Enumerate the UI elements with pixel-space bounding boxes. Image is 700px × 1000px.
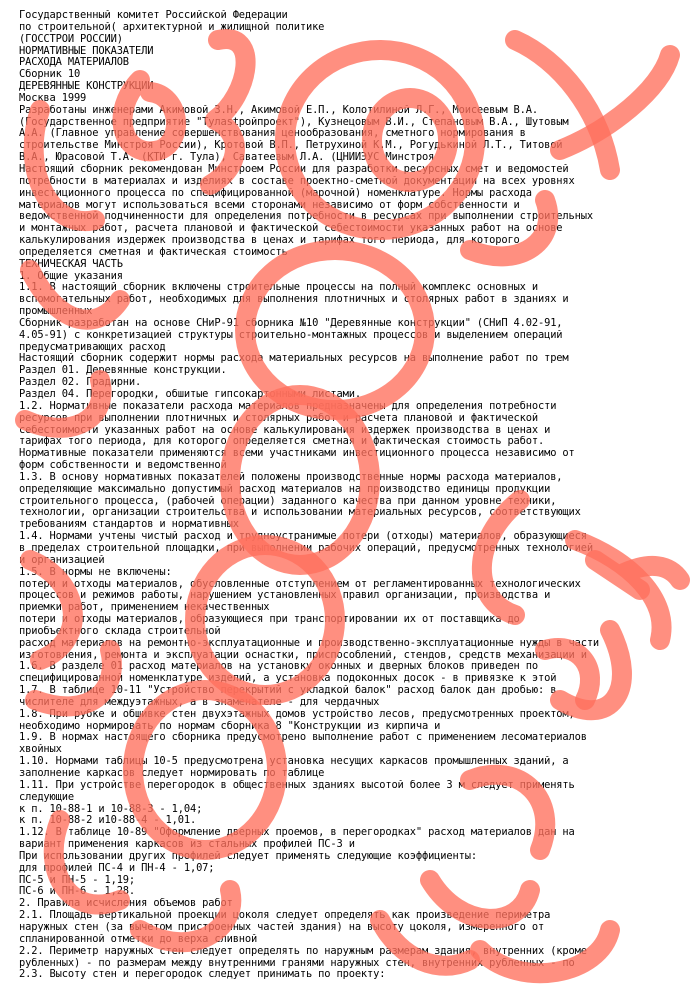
text-line: Москва 1999 bbox=[19, 92, 87, 104]
text-line: ПС-5 и ПН-5 - 1,19; bbox=[19, 874, 136, 886]
text-line: вспомогательных работ, необходимых для выполнения плотничных и столярных работ в зданиях и bbox=[19, 294, 569, 306]
text-line: рубленных) - по размерам между внутренними гранями наружных стен, внутренних рубленных - по bbox=[19, 957, 575, 969]
text-line: Сборник 10 bbox=[19, 69, 81, 81]
text-line: и монтажных работ, расчета плановой и фактической себестоимости указанных работ на основе bbox=[19, 223, 563, 235]
text-line: 1.8. При рубке и обшивке стен двухэтажных домов устройство лесов, предусмотренных проектом, bbox=[19, 708, 575, 720]
text-line: (Государственное предприятие "Тулastpoйпpoeкт"), Кузнецовым В.И., Степановым В.А., Шутовым bbox=[19, 116, 569, 128]
text-line: к п. 10-88-2 и10-88-4 - 1,01. bbox=[19, 815, 197, 827]
text-line: потери и отходы материалов, обусловленные отступлением от регламентированных технологических bbox=[19, 578, 581, 590]
text-line: 1.11. При устройстве перегородок в общественных зданиях высотой более 3 м следует применять bbox=[19, 779, 575, 791]
text-line: 4.05-91) с конкретизацией структуры строительно-монтажных процессов и выделением операций bbox=[19, 329, 563, 341]
text-line: вариант применения каркасов из стальных профилей ПС-3 и bbox=[19, 839, 355, 851]
text-line: 2.1. Площадь вертикальной проекции цоколя следует определять как произведение периметра bbox=[19, 910, 551, 922]
text-line: изготовления, ремонта и эксплуатации оснастки, приспособлений, стендов, средств механизации и bbox=[19, 649, 587, 661]
text-line: ПС-6 и ПН-6 - 1,28. bbox=[19, 886, 136, 898]
text-line: хвойных bbox=[19, 744, 62, 756]
text-line: строительного процесса, (рабочей операции) заданного качества при данном уровне техники, bbox=[19, 495, 557, 507]
text-line: спланированной отметки до верха сливной bbox=[19, 933, 258, 945]
text-line: и организацией bbox=[19, 554, 105, 566]
text-line: необходимо нормировать по нормам сборника 8 "Конструкции из кирпича и bbox=[19, 720, 441, 732]
text-line: определяющие максимально допустимый расход материалов на производство единицы продукции bbox=[19, 483, 551, 495]
text-line: промышленных bbox=[19, 306, 93, 318]
text-line: строительстве Минстроя России), Кротовой В.П., Петрухиной К.М., Рогудькиной Л.Т., Титовой bbox=[19, 140, 563, 152]
text-line: НОРМАТИВНЫЕ ПОКАЗАТЕЛИ bbox=[19, 45, 154, 57]
text-line: инвестиционного процесса по специфицированной (марочной) номенклатуре. Нормы расхода bbox=[19, 187, 532, 199]
text-line: 2.3. Высоту стен и перегородок следует принимать по проекту: bbox=[19, 969, 386, 981]
document-body bbox=[19, 10, 694, 981]
text-line: тарифах того периода, для которого определяется сметная и фактическая стоимость работ. bbox=[19, 436, 545, 448]
text-line: ресурсов при выполнении плотничных и столярных работ и расчета плановой и фактической bbox=[19, 412, 538, 424]
text-line: Государственный комитет Российской Федерации bbox=[19, 10, 288, 21]
text-line: 1.10. Нормами таблицы 10-5 предусмотрена установка несущих каркасов промышленных зданий, а bbox=[19, 756, 569, 768]
text-line: процессов и режимов работы, нарушением установленных правил организации, производства и bbox=[19, 590, 551, 602]
text-line: требованиям стандартов и нормативных bbox=[19, 519, 239, 531]
text-line: потребности в материалах и изделиях в составе проектно-сметной документации на всех уровнях bbox=[19, 175, 575, 187]
text-line: (ГОССТРОЙ РОССИИ) bbox=[19, 33, 123, 45]
text-line: для профилей ПС-4 и ПН-4 - 1,07; bbox=[19, 862, 215, 874]
text-line: потери и отходы материалов, образующиеся при транспортировании их от поставщика до bbox=[19, 614, 520, 626]
text-line: 1.9. В нормах настоящего сборника предусмотрено выполнение работ с применением лесоматериалов bbox=[19, 732, 587, 744]
text-line: ведомственной подчиненности для определения потребности в ресурсах при выполнении строительных bbox=[19, 211, 593, 223]
text-line: 2. Правила исчисления объемов работ bbox=[19, 898, 233, 910]
text-line: 1.12. В таблице 10-89 "Оформление дверных проемов, в перегородках" расход материалов дан на bbox=[19, 827, 575, 839]
text-line: калькулирования издержек производства в ценах и тарифах того периода, для которого bbox=[19, 235, 520, 247]
text-line: к п. 10-88-1 и 10-88-3 - 1,04; bbox=[19, 803, 203, 815]
text-line: РАСХОДА МАТЕРИАЛОВ bbox=[19, 57, 129, 69]
text-line: Раздел 01. Деревянные конструкции. bbox=[19, 365, 227, 377]
text-line: Настоящий сборник содержит нормы расхода материальных ресурсов на выполнение работ по трем bbox=[19, 353, 569, 365]
text-line: В.А., Юрасовой Т.А. (КТИ г. Тула), Саватеевым Л.А. (ЦНИИЭУС Минстроя bbox=[19, 152, 435, 164]
text-line: следующие bbox=[19, 791, 74, 803]
text-line: приобъектного склада строительной bbox=[19, 625, 221, 637]
text-line: форм собственности и ведомственной bbox=[19, 460, 227, 472]
text-line: заполнение каркасов следует нормировать по таблице bbox=[19, 768, 325, 779]
text-line: 1.1. В настоящий сборник включены строительные процессы на полный комплекс основных и bbox=[19, 282, 538, 294]
text-line: А.А. (Главное управление совершенствования ценообразования, сметного нормирования в bbox=[19, 128, 526, 140]
text-line: При использовании других профилей следует применять следующие коэффициенты: bbox=[19, 850, 477, 862]
text-line: 1.5. В нормы не включены: bbox=[19, 566, 172, 578]
text-line: 1.7. В таблице 10-11 "Устройство перекрытий с укладкой балок" расход балок дан дробью: в bbox=[19, 685, 557, 697]
text-line: материалов могут использоваться всеми сторонами независимо от форм собственности и bbox=[19, 199, 520, 211]
text-line: расход материалов на ремонтно-эксплуатационные и производственно-эксплуатационные нужды в части bbox=[19, 637, 600, 649]
text-line: Сборник разработан на основе СНиР-91 сборника №10 "Деревянные конструкции" (СНиП 4.02-91, bbox=[19, 317, 563, 329]
text-line: приемки работ, применением некачественных bbox=[19, 602, 270, 614]
text-line: специфицированной номенклатуре изделий, а установка подоконных досок - в привязке к этой bbox=[19, 673, 557, 685]
text-line: 1.4. Нормами учтены чистый расход и трудноустранимые потери (отходы) материалов, образующиеся bbox=[19, 531, 587, 543]
text-line: себестоимости указанных работ на основе калькулирования издержек производства в ценах и bbox=[19, 424, 551, 436]
text-line: предусматривающих расход bbox=[19, 341, 166, 353]
text-line: ТЕХНИЧЕСКАЯ ЧАСТЬ bbox=[19, 258, 123, 270]
text-line: Раздел 04. Перегородки, обшитые гипсокартонными листами. bbox=[19, 389, 361, 400]
text-line: Разработаны инженерами Акимовой З.Н., Акимовой Е.П., Колотилиной Л.Г., Моисеевым В.А. bbox=[19, 104, 538, 116]
text-line: числителе для междуэтажных, а в знаменателе - для чердачных bbox=[19, 696, 380, 708]
text-line: 1.3. В основу нормативных показателей положены производственные нормы расхода материалов, bbox=[19, 471, 563, 483]
text-line: 1. Общие указания bbox=[19, 270, 123, 282]
text-line: 2.2. Периметр наружных стен следует определять по наружным размерам здания, внутренних (кроме bbox=[19, 945, 587, 957]
text-line: по строительной( архитектурной и жилищной политике bbox=[19, 21, 325, 33]
text-line: 1.6. В разделе 01 расход материалов на установку оконных и дверных блоков приведен по bbox=[19, 661, 538, 673]
text-line: технологии, организации строительства и использовании материальных ресурсов, соответствующих bbox=[19, 507, 581, 519]
text-line: определяется сметная и фактическая стоимость bbox=[19, 246, 288, 258]
text-line: ДЕРЕВЯННЫЕ КОНСТРУКЦИИ bbox=[19, 81, 154, 93]
text-line: наружных стен (за вычетом пристроенных частей здания) на высоту цоколя, измеренного от bbox=[19, 921, 545, 933]
text-line: 1.2. Нормативные показатели расхода материалов предназначены для определения потребности bbox=[19, 400, 557, 412]
text-line: Раздел 02. Градирни. bbox=[19, 377, 142, 389]
text-line: Нормативные показатели применяются всеми участниками инвестиционного процесса независимо от bbox=[19, 448, 575, 460]
text-line: Настоящий сборник рекомендован Минстроем России для разработки ресурсных смет и ведомостей bbox=[19, 163, 569, 175]
text-line: в пределах строительной площадки, при выполнении рабочих операций, предусмотренных технологией bbox=[19, 542, 593, 554]
